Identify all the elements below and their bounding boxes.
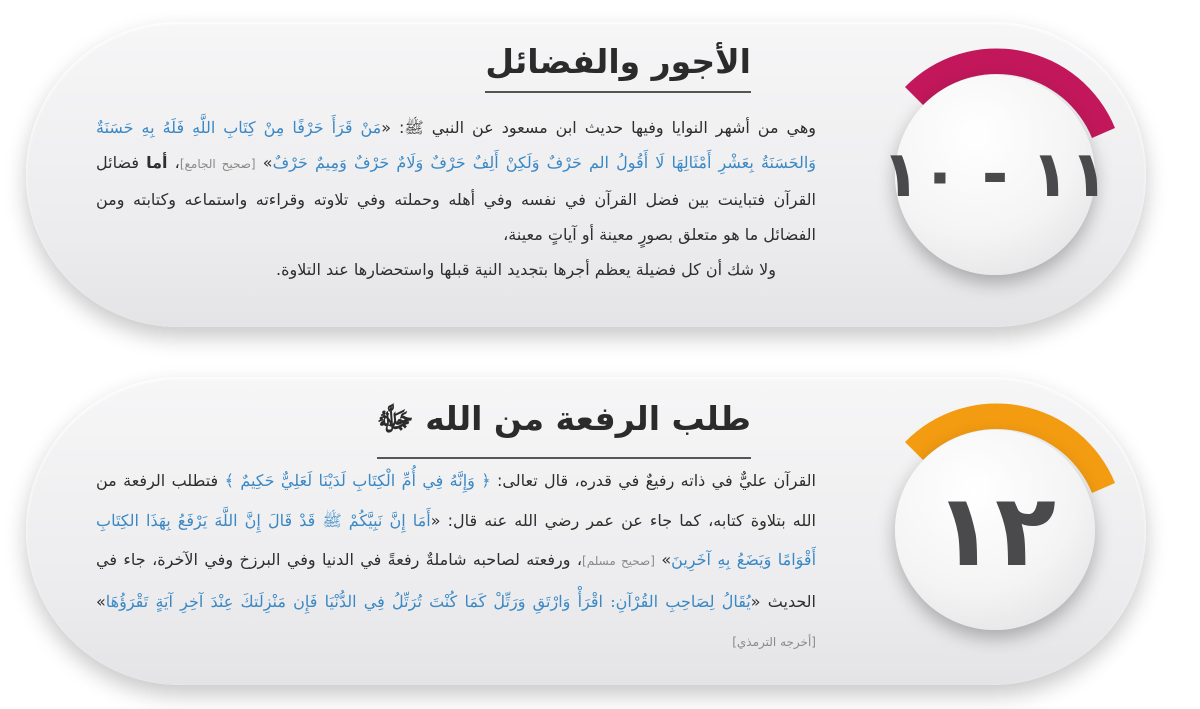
section-body — [96, 461, 816, 663]
text: القرآن عليٌّ في ذاته رفيعٌ في قدره، قال تعالى: — [490, 471, 816, 490]
text: وهي من أشهر النوايا وفيها حديث ابن مسعود عن النبي ﷺ: « — [381, 118, 817, 137]
number-disc — [881, 75, 1109, 275]
paragraph — [96, 110, 816, 252]
text: » — [654, 550, 672, 569]
text-bold: أما — [146, 153, 168, 172]
source-citation: [أخرجه الترمذي] — [732, 635, 816, 649]
section-number: ١٢ — [933, 471, 1057, 589]
hadith-quote: أَمَا إِنَّ نَبِيَّكُمْ ﷺ قَدْ قَالَ إِنَّ اللَّهَ يَرْفَعُ بِهَذَا الكِتَابِ أَقْوَامًا وَيَضَعُ بِهِ آخَرِينَ — [96, 510, 817, 569]
text: فضائل القرآن فتباينت بين فضل القرآن في نفسه وفي أهله وحملته وفي تلاوته وقراءته واستماعه وكتابته ومن الفضائل ما هو متعلق بصورٍ معينة أو آياتٍ معينة، — [96, 153, 816, 244]
paragraph — [96, 252, 816, 287]
quran-verse: ﴿ وَإِنَّهُ فِي أُمِّ الْكِتَابِ لَدَيْنَا لَعَلِيٌّ حَكِيمٌ ﴾ — [224, 471, 491, 490]
section-title: الأجور والفضائل — [485, 42, 751, 93]
text: ولا شك أن كل فضيلة يعظم أجرها بتجديد النية قبلها واستحضارها عند التلاوة. — [276, 260, 776, 279]
number-badge — [860, 395, 1130, 665]
text: » — [96, 591, 106, 611]
section-title: طلب الرفعة من الله ﷻ — [377, 399, 752, 459]
source-citation: [صحيح الجامع] — [179, 157, 256, 171]
number-badge — [860, 40, 1130, 310]
paragraph — [96, 461, 816, 663]
hadith-quote: مَنْ قَرَأَ حَرْفًا مِنْ كِتَابِ اللَّهِ فَلَهُ بِهِ حَسَنَةٌ وَالحَسَنَةُ بِعَشْرِ أَمْثَالِهَا لَا أَقُولُ الم حَرْفٌ وَلَكِنْ أَلِفٌ حَرْفٌ وَلَامٌ حَرْفٌ وَمِيمٌ حَرْفٌ — [96, 118, 817, 172]
text: » — [255, 153, 273, 172]
text: فتطلب الرفعة من الله بتلاوة كتابه، كما جاء عن عمر رضي الله عنه قال: « — [96, 471, 816, 530]
source-citation: [صحيح مسلم] — [582, 554, 655, 568]
section-body — [96, 110, 816, 287]
section-number: ١١ - ١٠ — [881, 138, 1109, 212]
text: ، ورفعته لصاحبه شاملةٌ رفعةً في الدنيا وفي البرزخ وفي الآخرة، جاء في الحديث « — [96, 550, 816, 611]
number-disc — [895, 430, 1095, 630]
text: ، — [167, 153, 180, 172]
hadith-quote: يُقَالُ لِصَاحِبِ القُرْآنِ: اقْرَأْ وَارْتَقِ وَرَتِّلْ كَمَا كُنْتَ تُرَتِّلُ فِي الدُّنْيَا فَإِن مَنْزِلَتكَ عِنْدَ آخِرِ آيَةٍ تَقْرَؤُهَا — [105, 591, 751, 611]
